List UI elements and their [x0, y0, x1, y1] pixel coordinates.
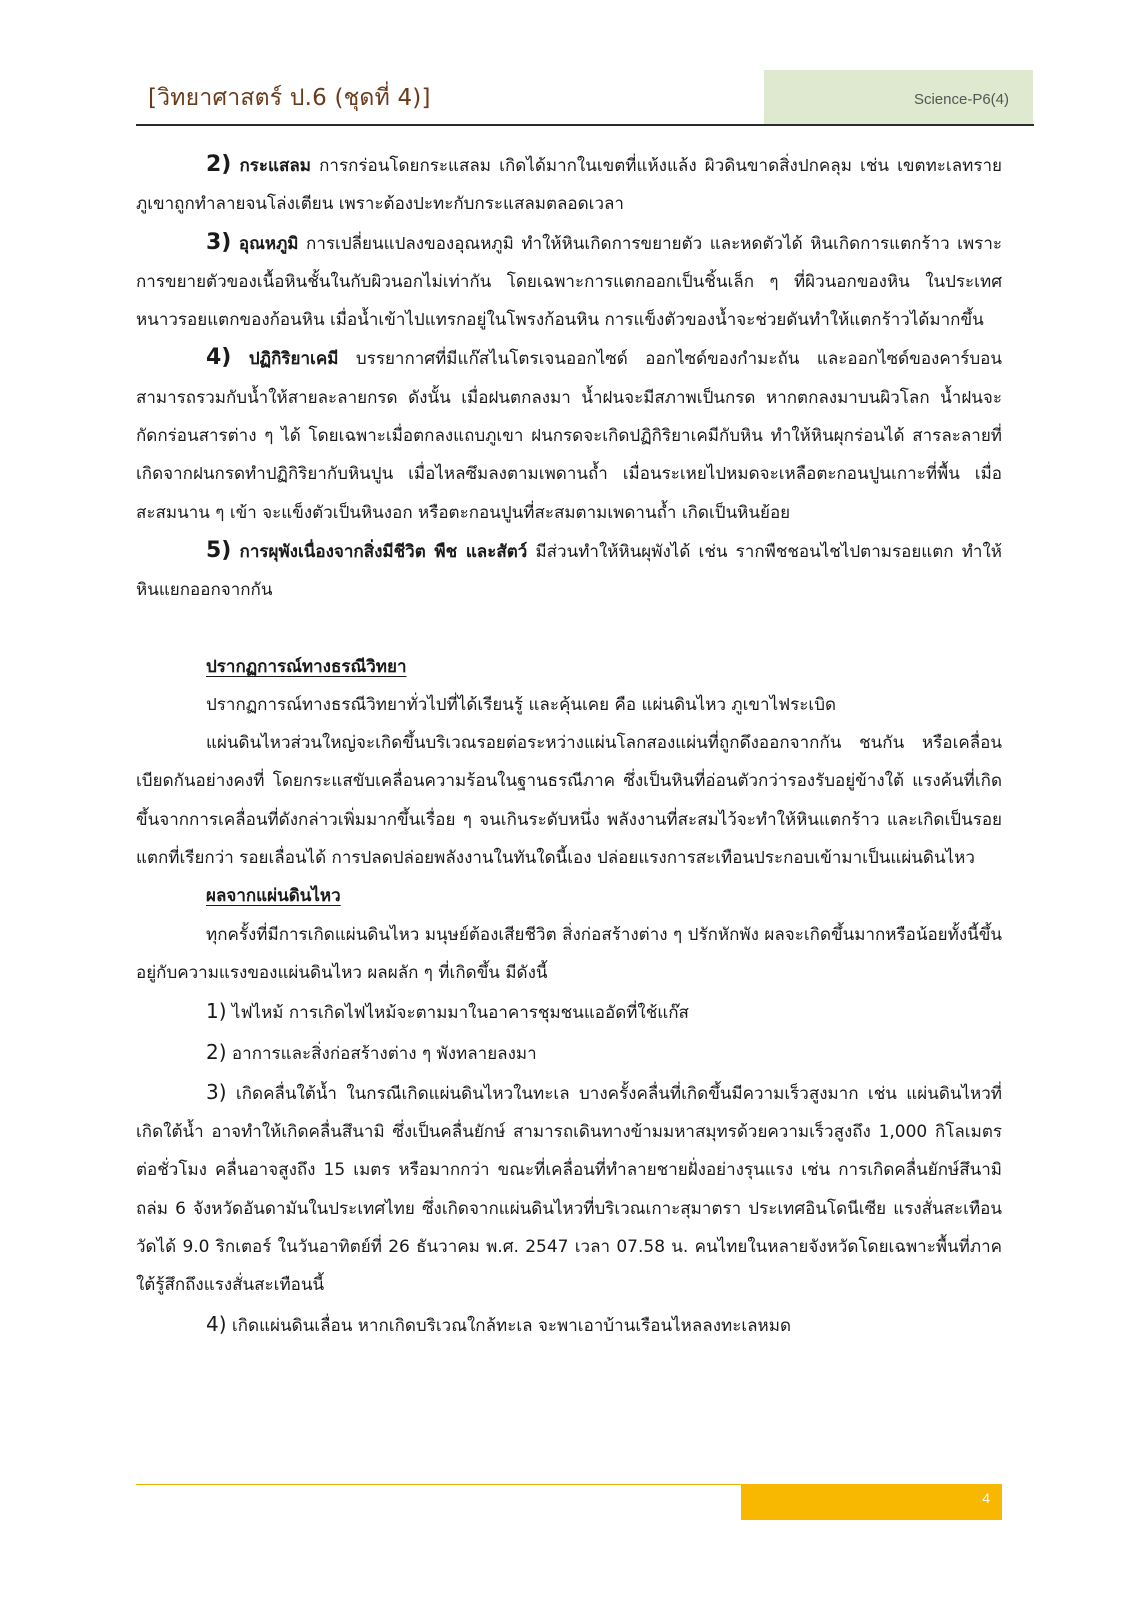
spacer — [136, 610, 1002, 648]
effect-item — [136, 1033, 1002, 1073]
paragraph: ปรากฏการณ์ทางธรณีวิทยาทั่วไปที่ได้เรียนรู้ และคุ้นเคย คือ แผ่นดินไหว ภูเขาไฟระเบิด — [206, 694, 837, 715]
document-header-title: [วิทยาศาสตร์ ป.6 (ชุดที่ 4)] — [148, 85, 431, 111]
item-keyword: อุณหภูมิ — [238, 233, 299, 254]
item-number: 3) — [206, 229, 232, 255]
erosion-item-wind — [136, 146, 1002, 224]
document-body — [136, 146, 1002, 1345]
item-text: เกิดแผ่นดินเลื่อน หากเกิดบริเวณใกล้ทะเล จะพาเอาบ้านเรือนไหลลงทะเลหมด — [226, 1315, 792, 1336]
item-text: การกร่อนโดยกระแสลม เกิดได้มากในเขตที่แห้งแล้ง ผิวดินขาดสิ่งปกคลุม เช่น เขตทะเลทราย ภูเขาถูกทำลายจนโล่งเตียน เพราะต้องปะทะกับกระแสลมตลอดเวลา — [136, 156, 1002, 215]
item-text: บรรยากาศที่มีแก๊สไนโตรเจนออกไซด์ ออกไซด์ของกำมะถัน และออกไซด์ของคาร์บอน สามารถรวมกับน้ำให้สายละลายกรด ดังนั้น เมื่อฝนตกลงมา น้ำฝนจะมีสภาพเป็นกรด หากตกลงมาบนผิวโลก น้ำฝนจะกัดกร่อนสารต่าง ๆ ได้ โดยเฉพาะเมื่อตกลงแถบภูเขา ฝนกรดจะเกิดปฏิกิริยาเคมีกับหิน ทำให้หินผุกร่อนได้ สารละลายที่เกิดจากฝนกรดทำปฏิกิริยากับหินปูน เมื่อไหลซึมลงตามเพดานถ้ำ เมื่อนระเหยไปหมดจะเหลือตะกอนปูนเกาะที่พื้น เมื่อสะสมนาน ๆ เข้า จะแข็งตัวเป็นหินงอก หรือตะกอนปูนที่สะสมตามเพดานถ้ำ เกิดเป็นหินย้อย — [136, 349, 1003, 523]
header-tab — [764, 70, 1033, 124]
item-text: การเปลี่ยนแปลงของอุณหภูมิ ทำให้หินเกิดการขยายตัว และหดตัวได้ หินเกิดการแตกร้าว เพราะการขยายตัวของเนื้อหินชั้นในกับผิวนอกไม่เท่ากัน โดยเฉพาะการแตกออกเป็นชิ้นเล็ก ๆ ที่ผิวนอกของหิน ในประเทศหนาวรอยแตกของก้อนหิน เมื่อน้ำเข้าไปแทรกอยู่ในโพรงก้อนหิน การแข็งตัวของน้ำจะช่วยดันทำให้แตกร้าวได้มากขึ้น — [136, 233, 1002, 331]
erosion-item-organisms — [136, 532, 1002, 610]
item-number: 4) — [206, 1311, 227, 1336]
page-number: 4 — [982, 1490, 990, 1506]
effect-item — [136, 1305, 1002, 1345]
item-number: 1) — [206, 999, 227, 1024]
item-number: 5) — [206, 537, 232, 563]
item-keyword: การผุพังเนื่องจากสิ่งมีชีวิต พืช และสัตว์ — [239, 541, 528, 562]
erosion-item-temperature — [136, 224, 1002, 340]
effect-item — [136, 992, 1002, 1032]
header-divider — [136, 124, 1034, 126]
item-text: ไฟไหม้ การเกิดไฟไหม้จะตามมาในอาคารชุมชนแออัดที่ใช้แก๊ส — [226, 1003, 689, 1024]
item-number: 2) — [206, 1039, 227, 1064]
item-number: 4) — [206, 345, 232, 371]
effect-item — [136, 1073, 1002, 1305]
erosion-item-chemical — [136, 339, 1002, 531]
section-heading-earthquake-effects: ผลจากแผ่นดินไหว — [206, 886, 341, 907]
item-number: 3) — [206, 1079, 227, 1104]
footer-tab — [741, 1484, 1002, 1520]
paragraph: ทุกครั้งที่มีการเกิดแผ่นดินไหว มนุษย์ต้องเสียชีวิต สิ่งก่อสร้างต่าง ๆ ปรักหักพัง ผลจะเกิดขึ้นมากหรือน้อยทั้งนี้ขึ้นอยู่กับความแรงของแผ่นดินไหว ผลผลัก ๆ ที่เกิดขึ้น มีดังนี้ — [136, 924, 1003, 983]
document-code: Science-P6(4) — [913, 91, 1009, 108]
paragraph: แผ่นดินไหวส่วนใหญ่จะเกิดขึ้นบริเวณรอยต่อระหว่างแผ่นโลกสองแผ่นที่ถูกดึงออกจากกัน ชนกัน หรือเคลื่อนเบียดกันอย่างคงที่ โดยกระแสขับเคลื่อนความร้อนในฐานธรณีภาค ซึ่งเป็นหินที่อ่อนตัวกว่ารองรับอยู่ข้างใต้ แรงค้นที่เกิดขึ้นจากการเคลื่อนที่ดังกล่าวเพิ่มมากขึ้นเรื่อย ๆ จนเกินระดับหนึ่ง พลังงานที่สะสมไว้จะทำให้หินแตกร้าว และเกิดเป็นรอยแตกที่เรียกว่า รอยเลื่อนได้ การปลดปล่อยพลังงานในทันใดนี้เอง ปล่อยแรงการสะเทือนประกอบเข้ามาเป็นแผ่นดินไหว — [136, 733, 1002, 869]
item-text: เกิดคลื่นใต้น้ำ ในกรณีเกิดแผ่นดินไหวในทะเล บางครั้งคลื่นที่เกิดขึ้นมีความเร็วสูงมาก เช่น แผ่นดินไหวที่เกิดใต้น้ำ อาจทำให้เกิดคลื่นสึนามิ ซึ่งเป็นคลื่นยักษ์ สามารถเดินทางข้ามมหาสมุทรด้วยความเร็วสูงถึง 1,000 กิโลเมตรต่อชั่วโมง คลื่นอาจสูงถึง 15 เมตร หรือมากกว่า ขณะที่เคลื่อนที่ทำลายชายฝั่งอย่างรุนแรง เช่น การเกิดคลื่นยักษ์สึนามิถล่ม 6 จังหวัดอันดามันในประเทศไทย ซึ่งเกิดจากแผ่นดินไหวที่บริเวณเกาะสุมาตรา ประเทศอินโดนีเซีย แรงสั่นสะเทือนวัดได้ 9.0 ริกเตอร์ ในวันอาทิตย์ที่ 26 ธันวาคม พ.ศ. 2547 เวลา 07.58 น. คนไทยในหลายจังหวัดโดยเฉพาะพื้นที่ภาคใต้รู้สึกถึงแรงสั่นสะเทือนนี้ — [136, 1083, 1002, 1296]
item-keyword: กระแสลม — [239, 156, 312, 176]
item-text: มีส่วนทำให้หินผุพังได้ เช่น รากพืชชอนไชไปตามรอยแตก ทำให้หินแยกออกจากกัน — [136, 541, 1002, 601]
item-number: 2) — [206, 152, 232, 177]
item-text: อาการและสิ่งก่อสร้างต่าง ๆ พังทลายลงมา — [226, 1043, 537, 1064]
section-heading-geology: ปรากฏการณ์ทางธรณีวิทยา — [206, 656, 407, 677]
item-keyword: ปฏิกิริยาเคมี — [248, 349, 339, 370]
